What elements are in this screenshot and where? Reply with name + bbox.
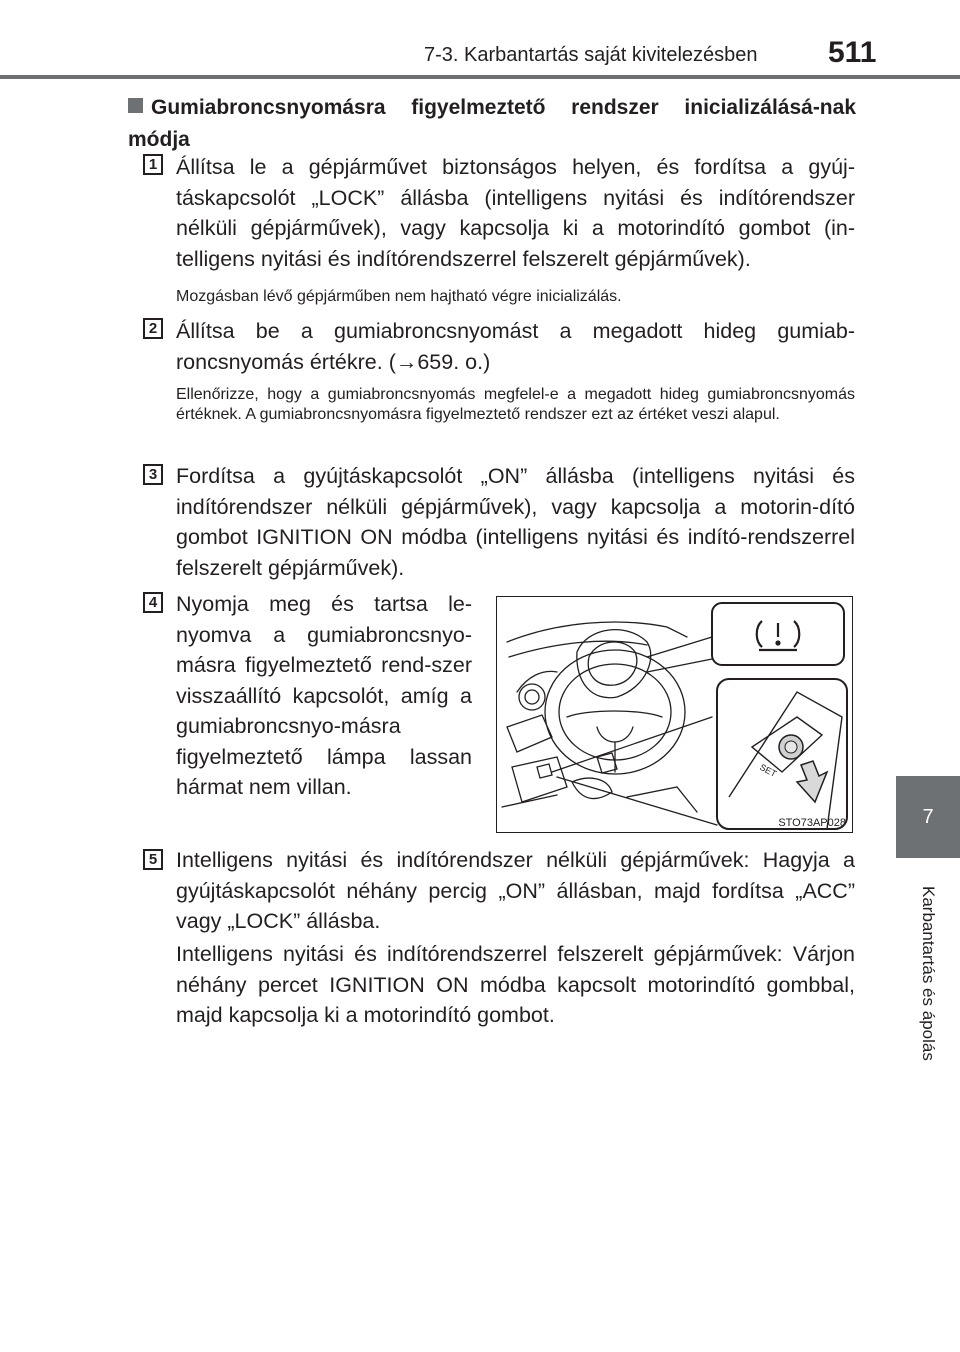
step-2-text: Állítsa be a gumiabroncsnyomást a megadott hideg gumiab-roncsnyomás értékre. (→659. o.): [176, 319, 855, 374]
page-number: 511: [828, 36, 877, 69]
step-number-4: 4: [143, 592, 163, 613]
step-5-text-2: Intelligens nyitási és indítórendszerrel felszerelt gépjárművek: Várjon néhány percet IGNITION ON módba kapcsolt motorindító gombbal, majd kapcsolja ki a motorindító gombot.: [176, 942, 855, 1027]
chapter-tab: 7: [896, 776, 960, 858]
step-2-note: Ellenőrizze, hogy a gumiabroncsnyomás megfelel-e a megadott hideg gumiabroncsnyomás értéknek. A gumiabroncsnyomásra figyelmeztető rendszer ezt az értéket veszi alapul.: [176, 386, 855, 423]
header-rule: [0, 75, 960, 79]
step-number-2: 2: [143, 318, 163, 339]
illustration-code: STO73AP028: [778, 817, 846, 829]
chapter-label: [896, 868, 960, 1078]
step-1-note: Mozgásban lévő gépjárműben nem hajtható végre inicializálás.: [176, 288, 622, 305]
set-button-label: SET: [758, 761, 779, 779]
step-4-text: Nyomja meg és tartsa le-nyomva a gumiabroncsnyo-másra figyelmeztető rend-szer visszaállító kapcsolót, amíg a gumiabroncsnyo-másra figyelmeztető lámpa lassan hármat nem villan.: [176, 592, 472, 799]
header-title: 7-3. Karbantartás saját kivitelezésben: [424, 44, 758, 66]
step-number-5: 5: [143, 849, 163, 870]
dashboard-drawing: [497, 597, 853, 833]
step-5-text: Intelligens nyitási és indítórendszer nélküli gépjárművek: Hagyja a gyújtáskapcsolót néhány percig „ON” állásban, majd fordítsa „ACC” vagy „LOCK” állásba.: [176, 848, 855, 933]
section-heading: [128, 92, 856, 156]
step-number-3: 3: [143, 464, 163, 485]
step-1-text: Állítsa le a gépjárművet biztonságos helyen, és fordítsa a gyúj-táskapcsolót „LOCK” állásba (intelligens nyitási és indítórendszer nélküli gépjárművek), vagy kapcsolja ki a motorindító gombot (in-telligens nyitási és indítórendszerrel felszerelt gépjárművek).: [176, 155, 855, 271]
dashboard-illustration: [496, 596, 853, 833]
step-3-text: Fordítsa a gyújtáskapcsolót „ON” állásba (intelligens nyitási és indítórendszer nélküli gépjárművek), vagy kapcsolja a motorin-dító gombot IGNITION ON módba (intelligens nyitási és indító-rendszerrel felszerelt gépjárművek).: [176, 464, 855, 580]
chapter-label-text: Karbantartás és ápolás: [919, 885, 938, 1061]
step-number-1: 1: [143, 154, 163, 175]
section-heading-text: Gumiabroncsnyomásra figyelmeztető rendszer inicializálásá-nak módja: [128, 96, 856, 151]
square-bullet-icon: [128, 98, 143, 113]
